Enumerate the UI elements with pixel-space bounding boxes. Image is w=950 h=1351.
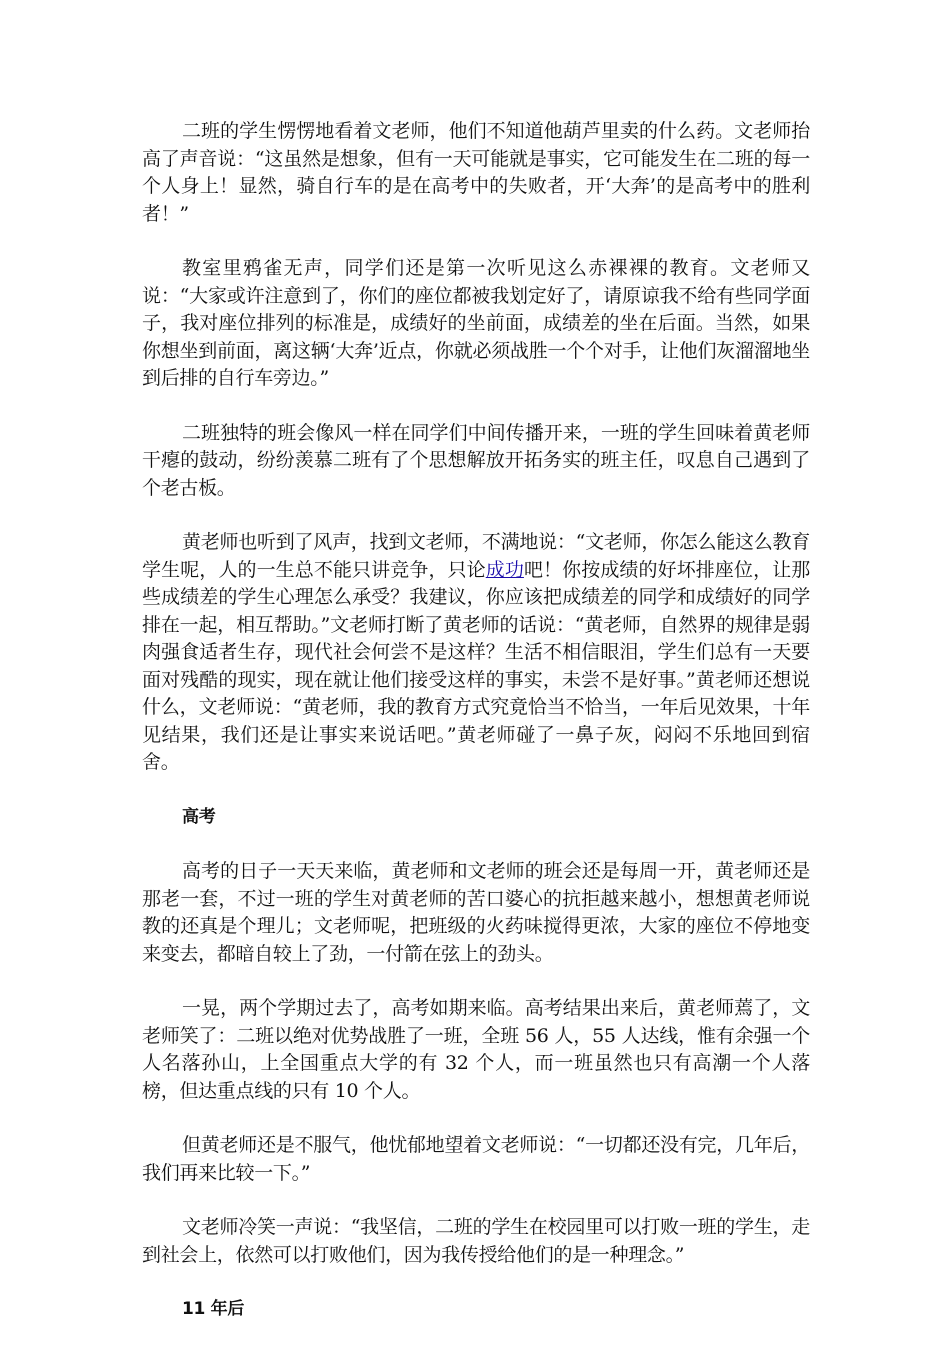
document-body — [142, 118, 810, 1351]
section-heading: 11 年后 — [182, 1299, 245, 1319]
paragraph: 教室里鸦雀无声，同学们还是第一次听见这么赤裸裸的教育。文老师又说：“大家或许注意到了，你们的座位都被我划定好了，请原谅我不给有些同学面子，我对座位排列的标准是，成绩好的坐前面，成绩差的坐在后面。当然，如果你想坐到前面，离这辆‘大奔’近点，你就必须战胜一个个对手，让他们灰溜溜地坐到后排的自行车旁边。” — [142, 257, 810, 389]
paragraph: 二班独特的班会像风一样在同学们中间传播开来，一班的学生回味着黄老师干瘪的鼓动，纷纷羡慕二班有了个思想解放开拓务实的班主任，叹息自己遇到了个老古板。 — [142, 421, 810, 499]
paragraph: 但黄老师还是不服气，他忧郁地望着文老师说：“一切都还没有完，几年后，我们再来比较一下。” — [142, 1134, 810, 1184]
paragraph: 二班的学生愣愣地看着文老师，他们不知道他葫芦里卖的什么药。文老师抬高了声音说：“这虽然是想象，但有一天可能就是事实，它可能发生在二班的每一个人身上！显然，骑自行车的是在高考中的失败者，开‘大奔’的是高考中的胜利者！” — [142, 120, 810, 225]
paragraph — [142, 529, 810, 777]
paragraph: 文老师冷笑一声说：“我坚信，二班的学生在校园里可以打败一班的学生，走到社会上，依然可以打败他们，因为我传授给他们的是一种理念。” — [142, 1216, 810, 1266]
paragraph-text: 吧！你按成绩的好坏排座位，让那些成绩差的学生心理怎么承受？我建议，你应该把成绩差的同学和成绩好的同学排在一起，相互帮助。”文老师打断了黄老师的话说：“黄老师，自然界的规律是弱肉强食适者生存，现代社会何尝不是这样？生活不相信眼泪，学生们总有一天要面对残酷的现实，现在就让他们接受这样的事实，未尝不是好事。”黄老师还想说什么，文老师说：“黄老师，我的教育方式究竟恰当不恰当，一年后见效果，十年见结果，我们还是让事实来说话吧。”黄老师碰了一鼻子灰，闷闷不乐地回到宿舍。 — [142, 558, 810, 773]
section-heading: 高考 — [182, 806, 216, 827]
paragraph: 高考的日子一天天来临，黄老师和文老师的班会还是每周一开，黄老师还是那老一套，不过一班的学生对黄老师的苦口婆心的抗拒越来越小，想想黄老师说教的还真是个理儿；文老师呢，把班级的火药味搅得更浓，大家的座位不停地变来变去，都暗自较上了劲，一付箭在弦上的劲头。 — [142, 860, 810, 965]
success-link[interactable]: 成功 — [485, 558, 524, 581]
paragraph: 一晃，两个学期过去了，高考如期来临。高考结果出来后，黄老师蔫了，文老师笑了：二班以绝对优势战胜了一班，全班 56 人，55 人达线，惟有余强一个人名落孙山，上全国重点大学的有 32 个人，而一班虽然也只有高潮一个人落榜，但达重点线的只有 10 个人。 — [142, 997, 810, 1102]
paragraph-text: 黄老师也听到了风声，找到文老师，不满地说：“文老师，你怎么能这么教育学生呢，人的一生总不能只讲竞争，只论 — [142, 531, 810, 581]
